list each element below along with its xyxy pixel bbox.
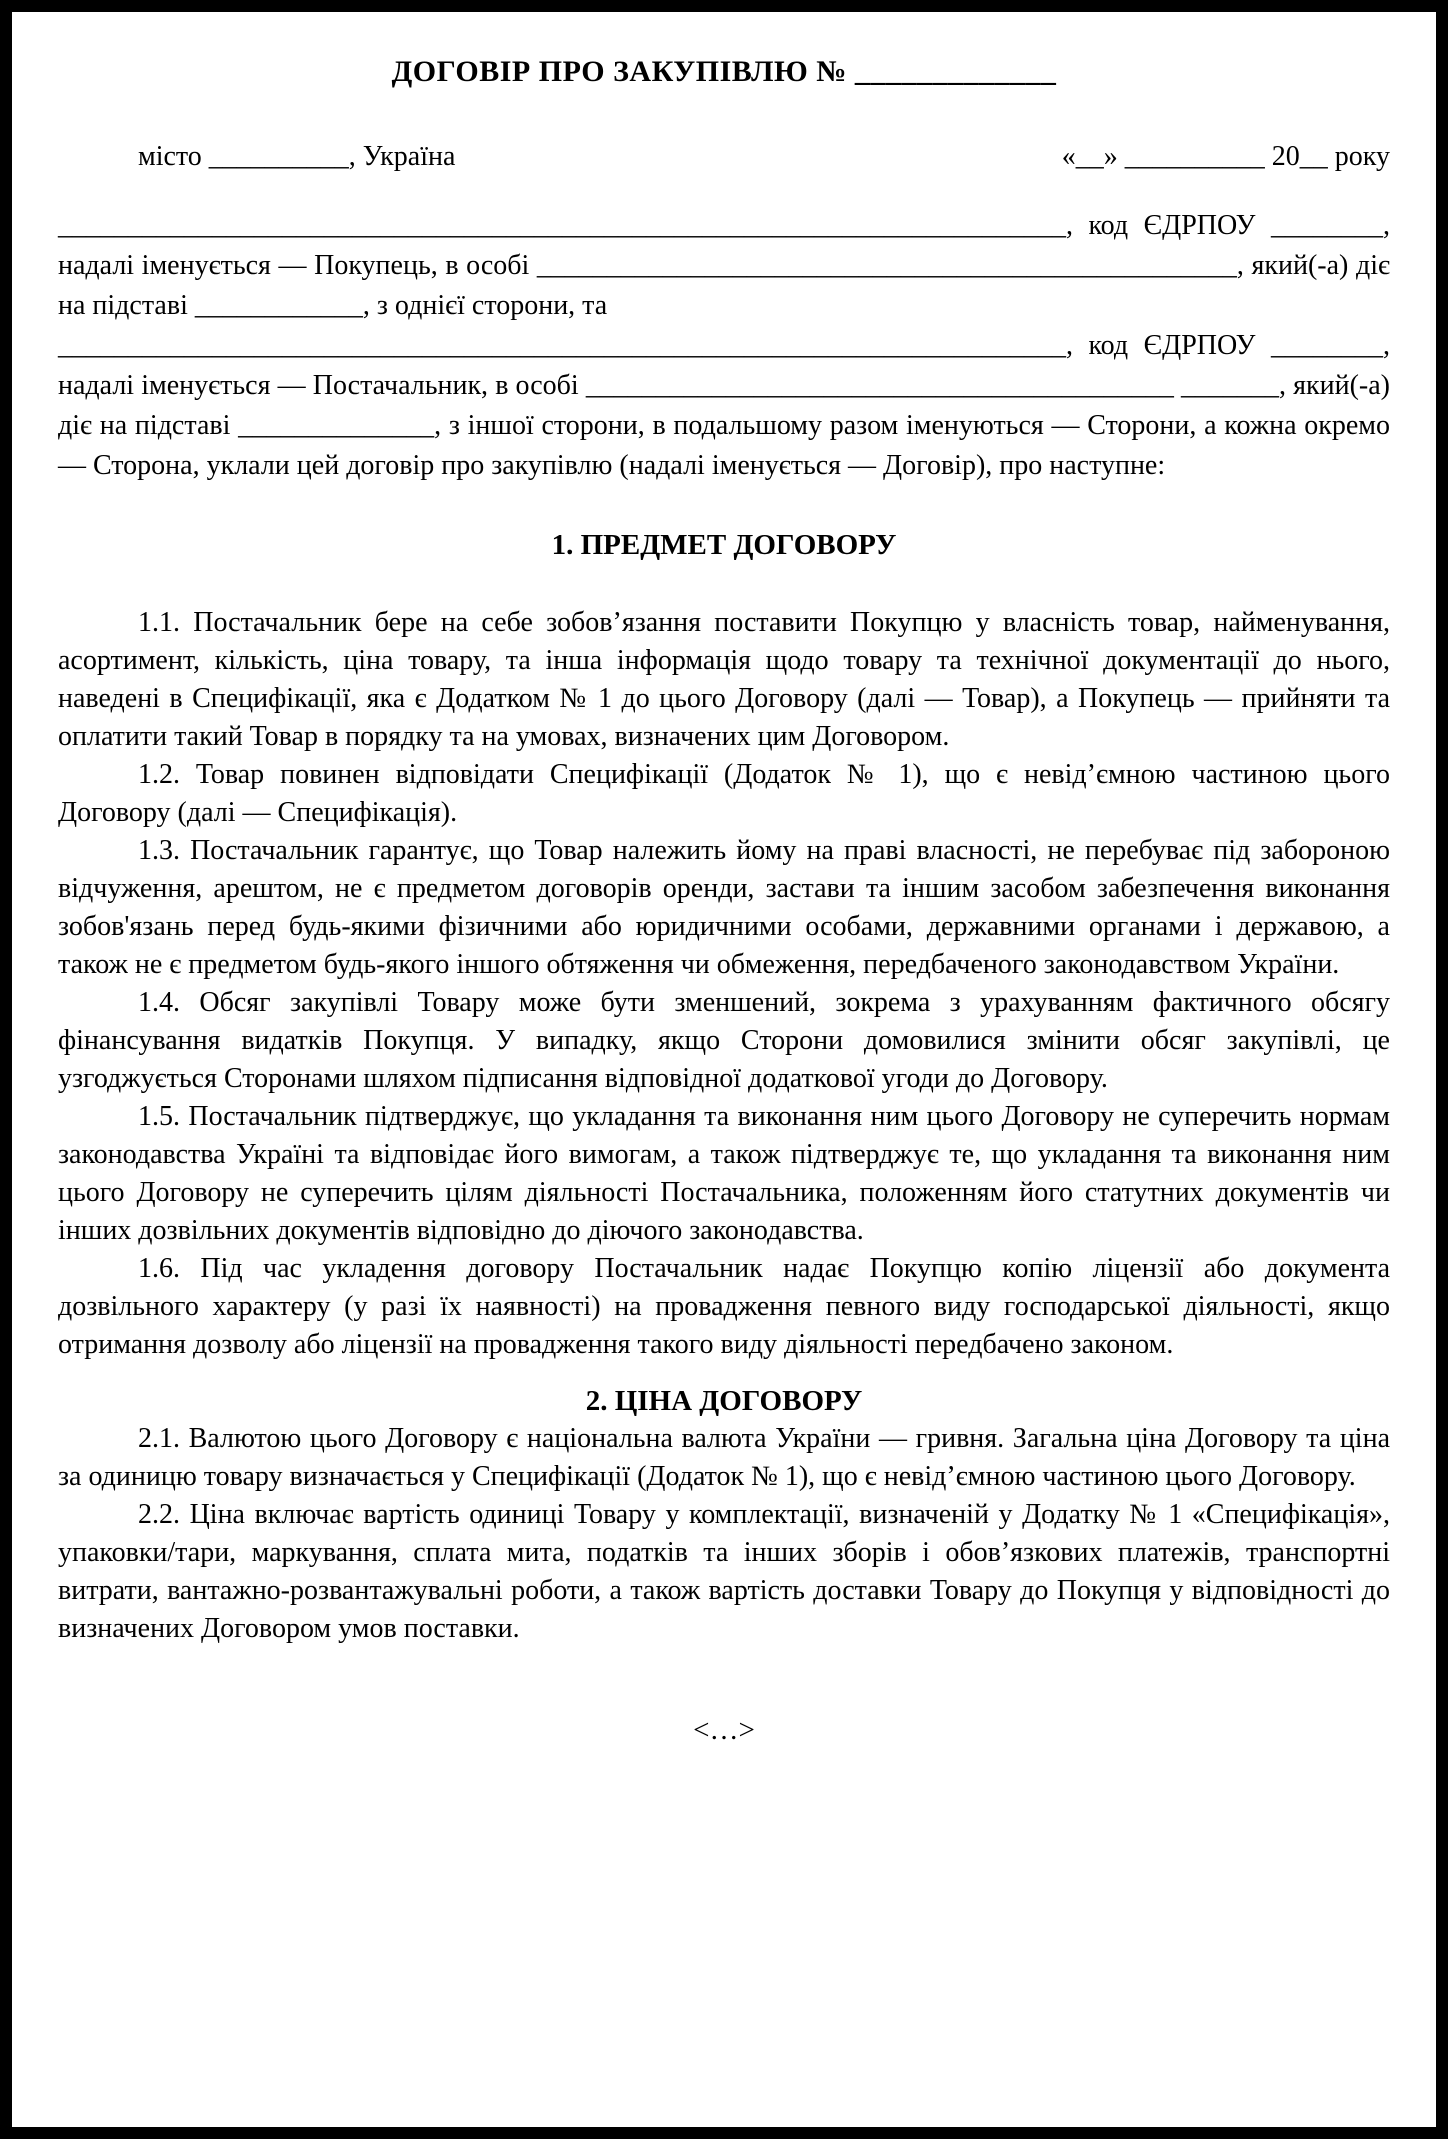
party-supplier-clause: ________________________________________________________________________, код ЄДРПОУ ________, надалі іменується — Постачальник, в особі __________________________________________ _______, який(-а) діє на підставі ______________, з іншої сторони, в подальшому разом іменуються — Сторони, а кожна окремо — Сторона, уклали цей договір про закупівлю (надалі іменується — Договір), про наступне:: [58, 330, 1390, 481]
clause-1-5: 1.5. Постачальник підтверджує, що укладання та виконання ним цього Договору не суперечить нормам законодавства Україні та відповідає його вимогам, а також підтверджує те, що укладання та виконання ним цього Договору не суперечить цілям діяльності Постачальника, положенням його статутних документів чи інших дозвільних документів відповідно до діючого законодавства.: [58, 1101, 1390, 1246]
section-1-heading: 1. ПРЕДМЕТ ДОГОВОРУ: [551, 529, 897, 561]
continuation-marker: <…>: [693, 1714, 755, 1746]
place-line: місто __________, Україна: [138, 141, 456, 172]
clause-2-1: 2.1. Валютою цього Договору є національна валюта України — гривня. Загальна ціна Договору та ціна за одиницю товару визначається у Специфікації (Додаток № 1), що є невід’ємною частиною цього Договору.: [58, 1423, 1390, 1492]
clause-1-2: 1.2. Товар повинен відповідати Специфікації (Додаток № 1), що є невід’ємною частиною цього Договору (далі — Специфікація).: [58, 759, 1390, 828]
clause-1-4: 1.4. Обсяг закупівлі Товару може бути зменшений, зокрема з урахуванням фактичного обсягу фінансування видатків Покупця. У випадку, якщо Сторони домовилися змінити обсяг закупівлі, це узгоджується Сторонами шляхом підписання відповідної додаткової угоди до Договору.: [58, 987, 1390, 1094]
clause-1-6: 1.6. Під час укладення договору Постачальник надає Покупцю копію ліцензії або документа дозвільного характеру (у разі їх наявності) на провадження певного виду господарської діяльності, якщо отримання дозволу або ліцензії на провадження такого виду діяльності передбачено законом.: [58, 1253, 1390, 1360]
clause-1-1: 1.1. Постачальник бере на себе зобов’язання поставити Покупцю у власність товар, найменування, асортимент, кількість, ціна товару, та інша інформація щодо товару та технічної документації до нього, наведені в Специфікації, яка є Додатком № 1 до цього Договору (далі — Товар), а Покупець — прийняти та оплатити такий Товар в порядку та на умовах, визначених цим Договором.: [58, 607, 1390, 752]
clause-1-3: 1.3. Постачальник гарантує, що Товар належить йому на праві власності, не перебуває під забороною відчуження, арештом, не є предметом договорів оренди, застави та іншим засобом забезпечення виконання зобов'язань перед будь-якими фізичними або юридичними особами, державними органами і державою, а також не є предметом будь-якого іншого обтяження чи обмеження, передбаченого законодавством України.: [58, 835, 1390, 980]
date-line: «__» __________ 20__ року: [1061, 141, 1390, 172]
place-date-row: [58, 138, 1390, 176]
party-buyer-clause: ________________________________________________________________________, код ЄДРПОУ ________, надалі іменується — Покупець, в особі __________________________________________________, який(-а) діє на підставі ____________, з однієї сторони, та: [58, 210, 1390, 321]
clause-2-2: 2.2. Ціна включає вартість одиниці Товару у комплектації, визначеній у Додатку № 1 «Специфікація», упаковки/тари, маркування, сплата мита, податків та інших зборів і обов’язкових платежів, транспортні витрати, вантажно-розвантажувальні роботи, а також вартість доставки Товару до Покупця у відповідності до визначених Договором умов поставки.: [58, 1499, 1390, 1644]
section-2-heading: 2. ЦІНА ДОГОВОРУ: [585, 1385, 863, 1417]
document-title: ДОГОВІР ПРО ЗАКУПІВЛЮ № _____________: [391, 55, 1057, 88]
